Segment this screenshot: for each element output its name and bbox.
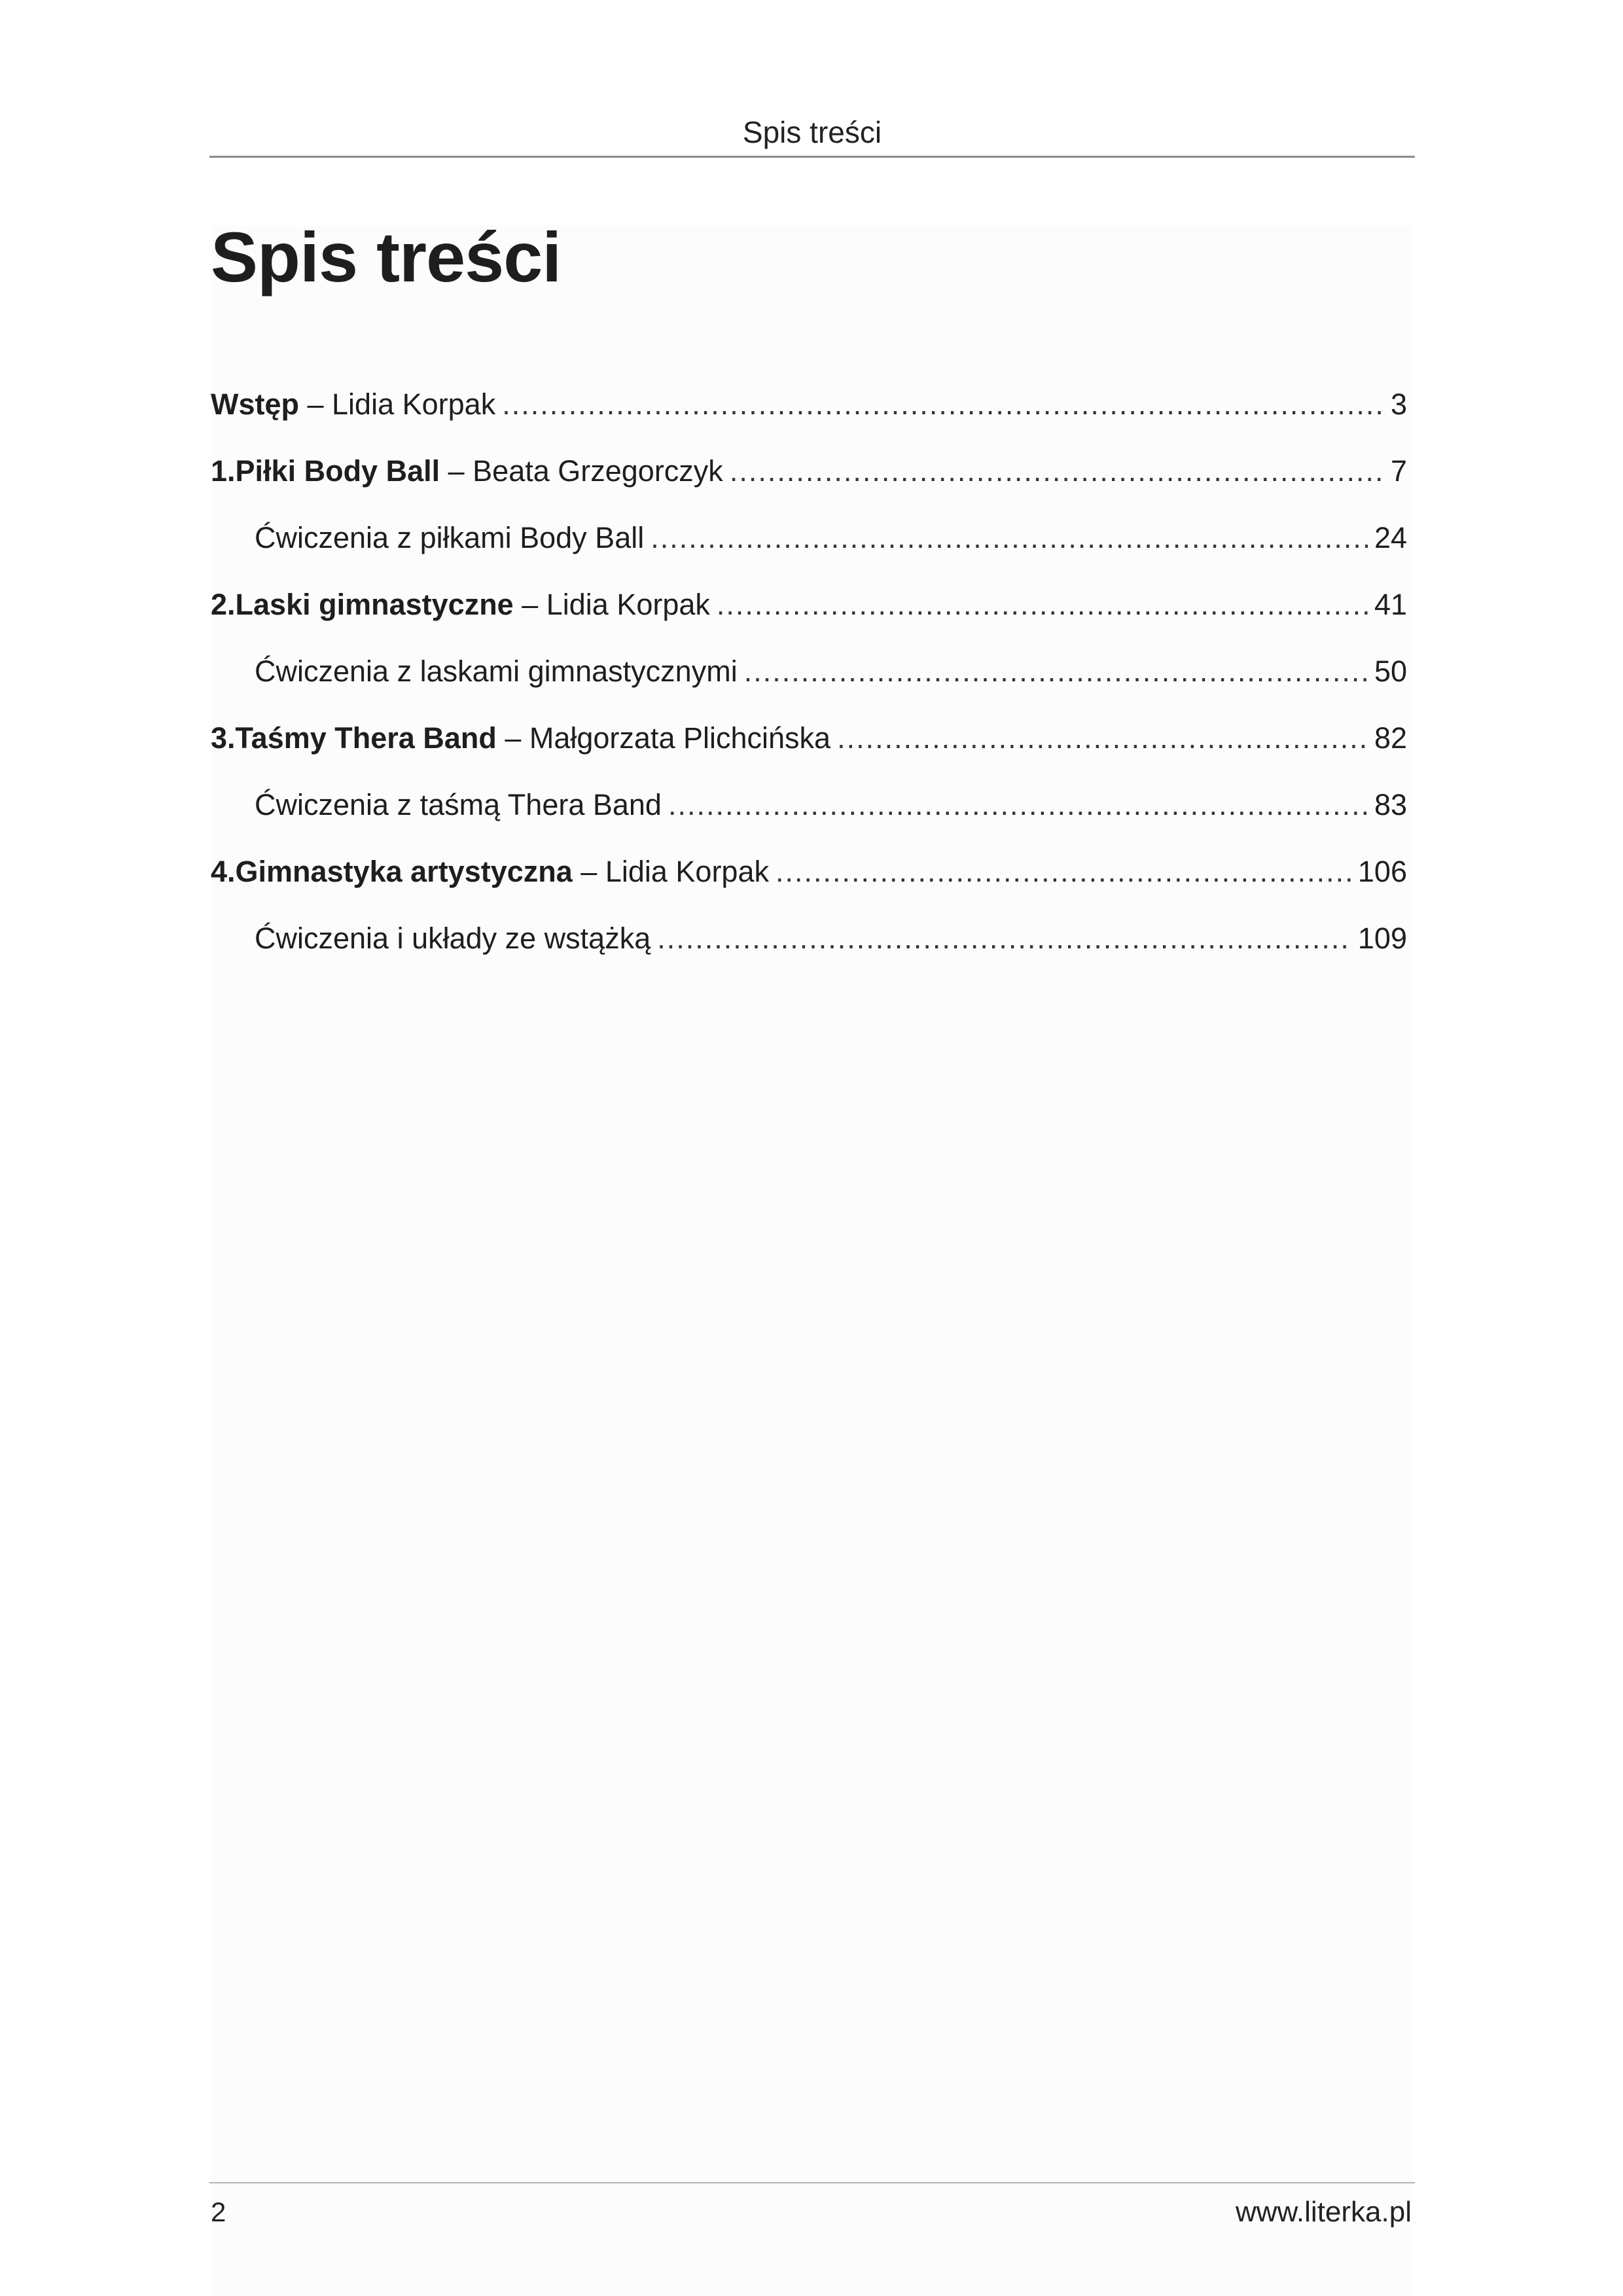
toc-entry[interactable]: [211, 849, 1407, 916]
toc-page-number: 41: [1374, 588, 1407, 621]
page-title: Spis treści: [211, 217, 562, 296]
toc-subentry[interactable]: [211, 649, 1407, 715]
toc-chapter-number: 4.: [211, 855, 236, 888]
footer-page-number: 2: [211, 2197, 226, 2227]
toc-subentry[interactable]: [211, 515, 1407, 582]
toc-page-number: 106: [1357, 855, 1407, 888]
toc-entry-text: [236, 715, 831, 761]
toc-leader-dots: [502, 382, 1384, 427]
toc-leader-dots: [651, 515, 1368, 561]
toc-leader-dots: [668, 782, 1368, 828]
toc-page-number: 82: [1374, 721, 1407, 755]
toc-leader-dots: [837, 715, 1368, 761]
toc-leader-dots: [776, 849, 1351, 895]
toc-entry[interactable]: [211, 382, 1407, 448]
toc-page-number: 109: [1357, 922, 1407, 955]
toc-subentry-text: Ćwiczenia i układy ze wstążką: [255, 922, 651, 955]
toc-chapter-number: 1.: [211, 454, 236, 488]
toc-entry[interactable]: [211, 715, 1407, 782]
toc-page-number: 24: [1374, 521, 1407, 554]
toc-entry-author: – Małgorzata Plichcińska: [496, 721, 831, 755]
header-rule: [209, 156, 1415, 158]
toc-entry-title: Taśmy Thera Band: [235, 721, 497, 755]
toc-entry-title: Piłki Body Ball: [235, 454, 440, 488]
toc-page-number: 83: [1374, 788, 1407, 821]
toc-entry-text: [236, 849, 769, 895]
toc-subentry-text: Ćwiczenia z laskami gimnastycznymi: [255, 655, 738, 688]
toc-entry[interactable]: [211, 448, 1407, 515]
toc-entry-text: [236, 448, 723, 494]
toc-entry-title: Gimnastyka artystyczna: [235, 855, 573, 888]
toc-entry[interactable]: [211, 582, 1407, 649]
toc-chapter-number: 2.: [211, 588, 236, 621]
toc-subentry[interactable]: [211, 916, 1407, 982]
table-of-contents: [211, 382, 1407, 982]
toc-entry-title: Wstęp: [211, 387, 299, 421]
toc-entry-author: – Lidia Korpak: [513, 588, 710, 621]
toc-chapter-number: 3.: [211, 721, 236, 755]
running-header: Spis treści: [742, 115, 882, 149]
toc-entry-text: [211, 382, 495, 427]
toc-leader-dots: [730, 448, 1384, 494]
toc-entry-author: – Lidia Korpak: [572, 855, 769, 888]
toc-leader-dots: [657, 916, 1351, 961]
toc-leader-dots: [717, 582, 1368, 628]
toc-subentry-text: Ćwiczenia z taśmą Thera Band: [255, 788, 662, 821]
toc-entry-title: Laski gimnastyczne: [235, 588, 514, 621]
toc-entry-author: – Lidia Korpak: [299, 387, 496, 421]
toc-page-number: 50: [1374, 655, 1407, 688]
toc-entry-text: [236, 582, 710, 628]
footer-rule: [209, 2182, 1415, 2183]
toc-subentry[interactable]: [211, 782, 1407, 849]
footer-url[interactable]: www.literka.pl: [1236, 2196, 1412, 2228]
toc-subentry-text: Ćwiczenia z piłkami Body Ball: [255, 521, 645, 554]
toc-entry-author: – Beata Grzegorczyk: [440, 454, 723, 488]
toc-page-number: 3: [1390, 387, 1407, 421]
toc-page-number: 7: [1390, 454, 1407, 488]
toc-leader-dots: [744, 649, 1368, 694]
